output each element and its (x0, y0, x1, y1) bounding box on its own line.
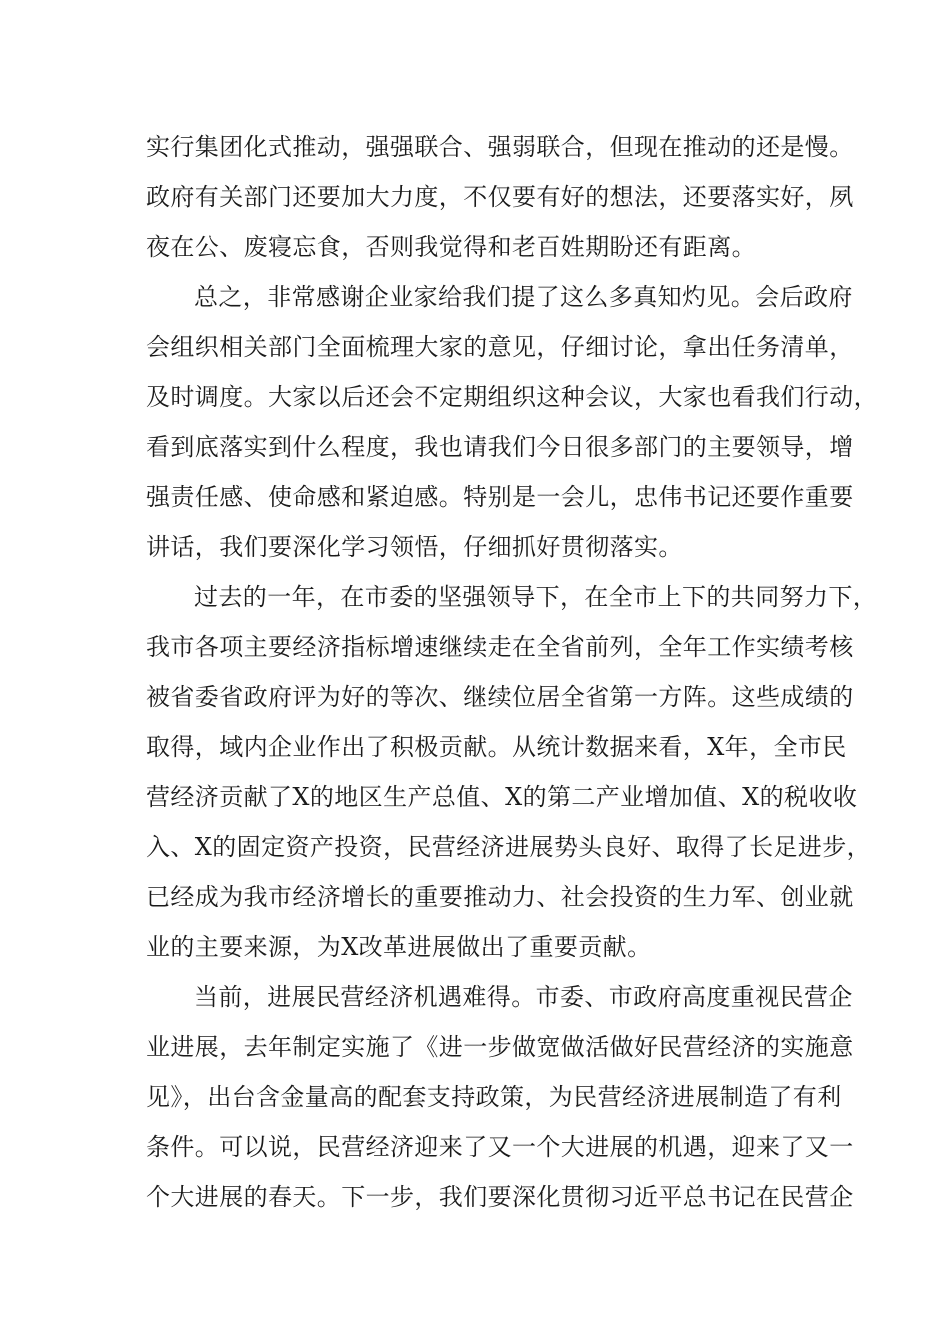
text-line: 夜在公、废寝忘食，否则我觉得和老百姓期盼还有距离。 (146, 233, 756, 261)
text-line: 看到底落实到什么程度，我也请我们今日很多部门的主要领导，增 (146, 433, 854, 461)
text-line: 会组织相关部门全面梳理大家的意见，仔细讨论，拿出任务清单， (146, 333, 854, 361)
text-line: 政府有关部门还要加大力度，不仅要有好的想法，还要落实好，夙 (146, 183, 854, 211)
text-line: 见》，出台含金量高的配套支持政策，为民营经济进展制造了有利 (146, 1083, 842, 1111)
text-line: 讲话，我们要深化学习领悟，仔细抓好贯彻落实。 (146, 533, 683, 561)
text-line: 实行集团化式推动，强强联合、强弱联合，但现在推动的还是慢。 (146, 133, 854, 161)
text-line: 业进展，去年制定实施了《进一步做宽做活做好民营经济的实施意 (146, 1033, 854, 1061)
text-line: 取得，域内企业作出了积极贡献。从统计数据来看，X年，全市民 (146, 733, 847, 761)
text-line: 条件。可以说，民营经济迎来了又一个大进展的机遇，迎来了又一 (146, 1133, 854, 1161)
text-line: 营经济贡献了X的地区生产总值、X的第二产业增加值、X的税收收 (146, 783, 858, 811)
text-line: 总之，非常感谢企业家给我们提了这么多真知灼见。会后政府 (194, 283, 853, 311)
text-line: 及时调度。大家以后还会不定期组织这种会议，大家也看我们行动， (146, 383, 878, 411)
text-line: 个大进展的春天。下一步，我们要深化贯彻习近平总书记在民营企 (146, 1183, 854, 1211)
text-line: 当前，进展民营经济机遇难得。市委、市政府高度重视民营企 (194, 983, 853, 1011)
text-line: 过去的一年，在市委的坚强领导下，在全市上下的共同努力下， (194, 583, 878, 611)
text-line: 我市各项主要经济指标增速继续走在全省前列，全年工作实绩考核 (146, 633, 854, 661)
text-line: 入、X的固定资产投资，民营经济进展势头良好、取得了长足进步， (146, 833, 872, 861)
text-line: 被省委省政府评为好的等次、继续位居全省第一方阵。这些成绩的 (146, 683, 854, 711)
text-line: 强责任感、使命感和紧迫感。特别是一会儿，忠伟书记还要作重要 (146, 483, 854, 511)
text-line: 已经成为我市经济增长的重要推动力、社会投资的生力军、创业就 (146, 883, 854, 911)
text-line: 业的主要来源，为X改革进展做出了重要贡献。 (146, 933, 652, 961)
